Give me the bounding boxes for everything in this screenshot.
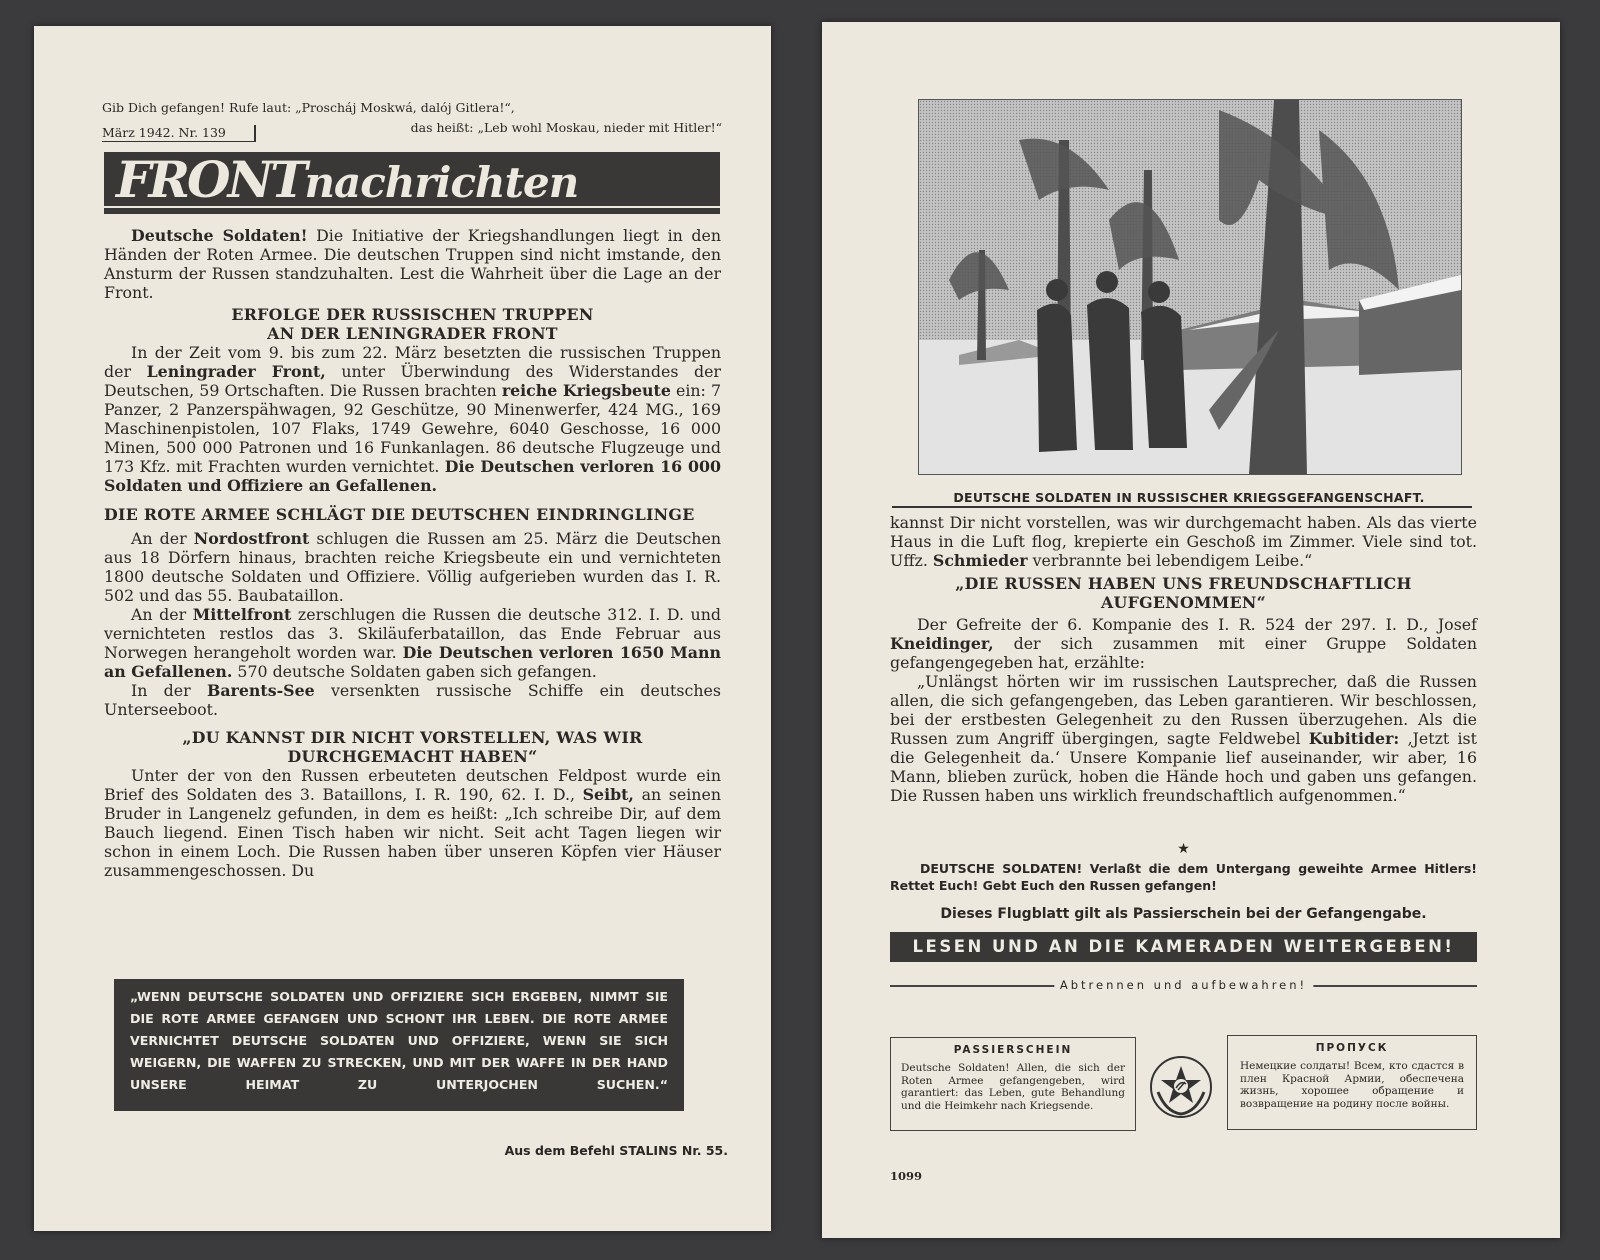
heading-du-kannst-line2: DURCHGEMACHT HABEN“	[287, 747, 538, 766]
heading-leningrad-line1: ERFOLGE DER RUSSISCHEN TRUPPEN	[231, 305, 594, 324]
heading-freundschaftlich-line2: AUFGENOMMEN“	[1100, 593, 1267, 612]
leaflet-front-page	[34, 26, 771, 1231]
text: zerschlugen die Russen die deutsche 312. I. D. und vernichteten restlos das 3. Skiläuferbataillon, das Ende Februar aus Norwegen herangeholt worden war.	[104, 605, 721, 662]
paragraph-nordostfront	[104, 529, 721, 605]
soviet-emblem-svg	[1146, 1052, 1216, 1122]
intro-paragraph	[104, 226, 721, 302]
text: versenkten russische Schiffe ein deutsches Unterseeboot.	[104, 681, 721, 719]
intro-text: Die Initiative der Kriegshandlungen liegt in den Händen der Roten Armee. Die deutschen Truppen sind nicht imstande, den Ansturm der Russen standzuhalten. Lest die Wahrheit über die Lage an der Front.	[104, 226, 721, 302]
photo-caption: DEUTSCHE SOLDATEN IN RUSSISCHER KRIEGSGEFANGENSCHAFT.	[953, 490, 1425, 505]
text: der sich zusammen mit einer Gruppe Soldaten gefangengegeben hat, erzählte:	[890, 634, 1477, 672]
header-line1: Gib Dich gefangen! Rufe laut: „Proscháj Moskwá, dalój Gitlera!“,	[102, 100, 515, 115]
bold-text: Barents-See	[206, 681, 315, 700]
bold-text: Nordostfront	[193, 529, 310, 548]
appeal-text: DEUTSCHE SOLDATEN! Verlaßt die dem Untergang geweihte Armee Hitlers! Rettet Euch! Gebt Euch den Russen gefangen!	[890, 861, 1477, 893]
paragraph-barents	[104, 681, 721, 719]
pass-ru-text: Немецкие солдаты! Всем, кто сдастся в плен Красной Армии, обеспечена жизнь, хорошее обращение и возвращение на родину после войны.	[1240, 1060, 1464, 1110]
bold-text: Mittelfront	[192, 605, 292, 624]
text: ‚Jetzt ist die Gelegenheit da.‘ Unsere Kompanie lief auseinander, wir aber, 16 Mann, blieben zurück, hoben die Hände hoch und gaben uns gefangen. Die Russen haben uns wirklich freundschaftlich aufgenommen.“	[890, 729, 1477, 805]
text: In der	[131, 681, 207, 700]
text: ein: 7 Panzer, 2 Panzerspähwagen, 92 Geschütze, 90 Minenwerfer, 424 MG., 169 Maschinenpistolen, 107 Flaks, 1749 Gewehre, 6040 Geschosse, 16 000 Minen, 500 000 Patronen und 16 Funkanlagen. 86 deutsche Flugzeuge und 173 Kfz. mit Frachten wurden vernichtet.	[104, 381, 722, 476]
logo-front: FRONT	[116, 150, 305, 209]
bold-text: Kubitider:	[1308, 729, 1400, 748]
text: verbrannte bei lebendigem Leibe.“	[1027, 551, 1313, 570]
quote-source: Aus dem Befehl STALINS Nr. 55.	[504, 1143, 728, 1158]
heading-leningrad-line2: AN DER LENINGRADER FRONT	[267, 324, 558, 343]
text: unter Überwindung des Widerstandes der Deutschen, 59 Ortschaften. Die Russen brachten	[104, 362, 721, 400]
bold-text: Kneidinger,	[890, 634, 994, 653]
heading-du-kannst	[104, 728, 721, 766]
paragraph-mittelfront	[104, 605, 721, 681]
bold-text: Schmieder	[932, 551, 1028, 570]
text: An der	[131, 605, 193, 624]
stalin-quote-box: „WENN DEUTSCHE SOLDATEN UND OFFIZIERE SICH ERGEBEN, NIMMT SIE DIE ROTE ARMEE GEFANGEN UND SCHONT IHR LEBEN. DIE ROTE ARMEE VERNICHTET DEUTSCHE SOLDATEN UND OFFIZIERE, WENN SIE SICH WEIGERN, DIE WAFFEN ZU STRECKEN, UND MIT DER WAFFE IN DER HAND UNSERE HEIMAT ZU UNTERJOCHEN SUCHEN.“	[114, 979, 684, 1111]
paragraph-kneidinger	[890, 615, 1477, 672]
masthead-logo	[104, 152, 720, 214]
intro-bold: Deutsche Soldaten!	[131, 226, 308, 245]
logo-nachrichten: nachrichten	[304, 158, 579, 207]
bold-text: Die Deutschen verloren 1650 Mann an Gefallenen.	[104, 643, 721, 681]
back-body	[890, 513, 1477, 805]
masthead-slogan	[102, 100, 722, 115]
bold-text: Die Deutschen verloren 16 000 Soldaten und Offiziere an Gefallenen.	[104, 457, 721, 495]
text: „Unlängst hörten wir im russischen Lautsprecher, daß die Russen allen, die sich gefangengeben, das Leben garantieren. Wir beschlossen, bei der erstbesten Gelegenheit zu den Russen überzugehen. Als die Russen zum Angriff übergingen, sagte Feldwebel	[890, 672, 1477, 748]
caption-rule	[892, 506, 1472, 508]
paragraph-lautsprecher	[890, 672, 1477, 805]
leaflet-back-page	[822, 22, 1560, 1238]
paragraph-feldpost	[104, 766, 721, 880]
heading-freundschaftlich	[890, 574, 1477, 612]
header-line2: das heißt: „Leb wohl Moskau, nieder mit Hitler!“	[410, 120, 722, 135]
page-number: 1099	[890, 1169, 923, 1183]
bold-text: reiche Kriegsbeute	[501, 381, 671, 400]
banner-weitergeben: LESEN UND AN DIE KAMERADEN WEITERGEBEN!	[890, 932, 1477, 962]
heading-freundschaftlich-line1: „DIE RUSSEN HABEN UNS FREUNDSCHAFTLICH	[955, 574, 1412, 593]
heading-leningrad	[104, 305, 721, 343]
text: In der Zeit vom 9. bis zum 22. März besetzten die russischen Truppen der	[104, 343, 721, 381]
bold-text: Seibt,	[582, 785, 634, 804]
pass-ru-title: ПРОПУСК	[1315, 1042, 1389, 1054]
pass-note: Dieses Flugblatt gilt als Passierschein bei der Gefangengabe.	[940, 906, 1427, 922]
text: An der	[131, 529, 194, 548]
propusk-russian	[1227, 1035, 1477, 1130]
heading-rote-armee: DIE ROTE ARMEE SCHLÄGT DIE DEUTSCHEN EINDRINGLINGE	[104, 505, 695, 524]
pass-de-title: PASSIERSCHEIN	[953, 1044, 1073, 1056]
text: Unter der von den Russen erbeuteten deutschen Feldpost wurde ein Brief des Soldaten des 3. Bataillons, I. R. 190, 62. I. D.,	[104, 766, 721, 804]
text: 570 deutsche Soldaten gaben sich gefangen.	[232, 662, 597, 681]
text: Der Gefreite der 6. Kompanie des I. R. 524 der 297. I. D., Josef	[917, 615, 1477, 634]
pass-de-text: Deutsche Soldaten! Allen, die sich der Roten Armee gefangengeben, wird garantiert: das Leben, gute Behandlung und die Heimkehr nach Kriegsende.	[901, 1062, 1125, 1112]
star-icon: ★	[1177, 841, 1190, 857]
text: kannst Dir nicht vorstellen, was wir durchgemacht haben. Als das vierte Haus in die Luft flog, krepierte ein Geschoß im Zimmer. Viele sind tot. Uffz.	[890, 513, 1477, 570]
heading-du-kannst-line1: „DU KANNST DIR NICHT VORSTELLEN, WAS WIR	[182, 728, 643, 747]
paragraph-letter-end	[890, 513, 1477, 570]
soviet-emblem-icon	[1146, 1052, 1216, 1122]
bold-text: Leningrader Front,	[146, 362, 326, 381]
cut-line-label: Abtrennen und aufbewahren!	[1054, 978, 1313, 992]
text: an seinen Bruder in Langenelz gefunden, in dem es heißt: „Ich schreibe Dir, auf dem Bauch liegend. Einen Tisch haben wir nicht. Seit acht Tagen liegen wir schon in einem Loch. Die Russen haben über unseren Köpfen vier Häuser zusammengeschossen. Du	[104, 785, 721, 880]
cut-line	[890, 978, 1477, 992]
issue-date: März 1942. Nr. 139	[102, 125, 256, 142]
passierschein-german	[890, 1037, 1136, 1131]
front-body	[104, 226, 721, 880]
paragraph-leningrad	[104, 343, 721, 495]
text: schlugen die Russen am 25. März die Deutschen aus 18 Dörfern hinaus, brachten reiche Kriegsbeute ein und vernichteten 1800 deutsche Soldaten und Offiziere. Völlig aufgerieben wurden das I. R. 502 und das 55. Baubataillon.	[104, 529, 721, 605]
pow-photo-image	[919, 100, 1461, 474]
pow-photo	[918, 99, 1462, 475]
